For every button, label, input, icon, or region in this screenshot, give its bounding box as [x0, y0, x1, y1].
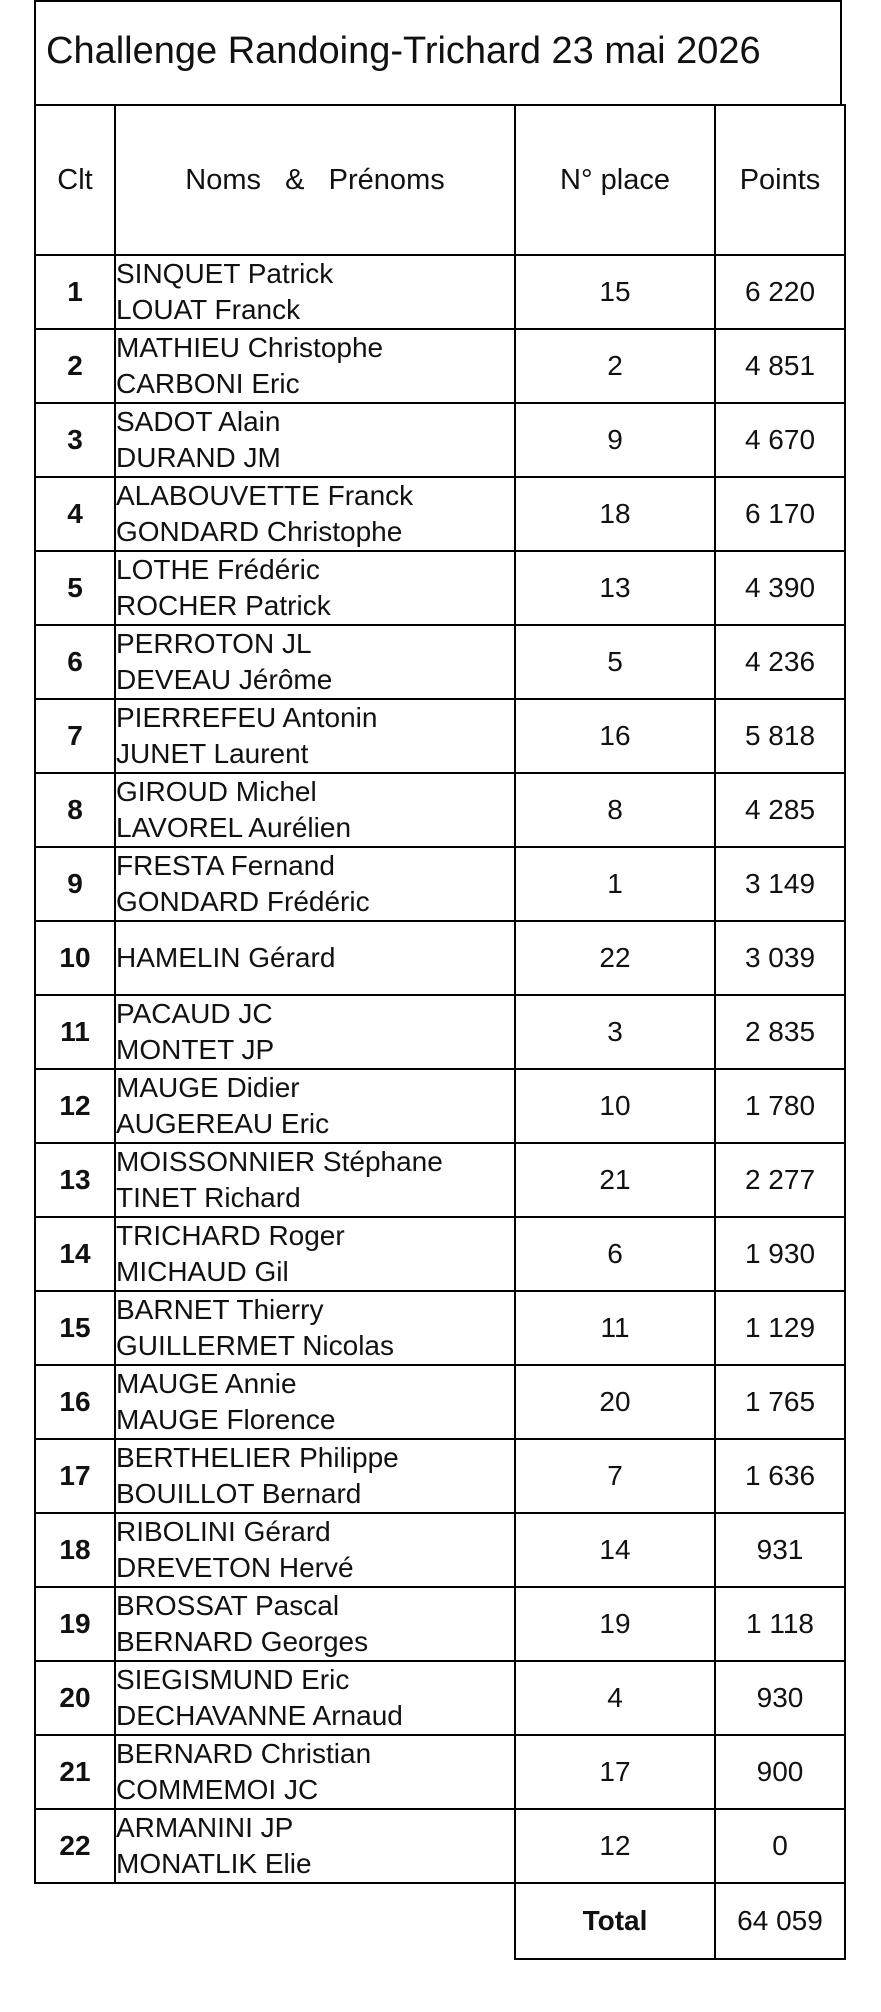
participant-name: AUGEREAU Eric: [116, 1108, 330, 1139]
place-cell: 10: [515, 1069, 715, 1143]
place-cell: 15: [515, 255, 715, 329]
participant-name: LOUAT Franck: [116, 294, 301, 325]
table-row: [35, 403, 845, 477]
header-points: Points: [715, 105, 845, 255]
participant-name: MAUGE Florence: [116, 1404, 336, 1435]
place-cell: 11: [515, 1291, 715, 1365]
names-cell: [115, 1513, 515, 1587]
participant-name: PIERREFEU Antonin: [116, 702, 378, 733]
rank-cell: 22: [35, 1809, 115, 1883]
points-cell: 1 636: [715, 1439, 845, 1513]
table-row: [35, 329, 845, 403]
rank-cell: 2: [35, 329, 115, 403]
names-cell: [115, 1735, 515, 1809]
participant-name: BARNET Thierry: [116, 1294, 324, 1325]
participant-name: MATHIEU Christophe: [116, 332, 384, 363]
place-cell: 3: [515, 995, 715, 1069]
participant-name: GONDARD Frédéric: [116, 886, 370, 917]
table-row: [35, 255, 845, 329]
header-place: N° place: [515, 105, 715, 255]
table-row: [35, 847, 845, 921]
rank-cell: 17: [35, 1439, 115, 1513]
points-cell: 6 220: [715, 255, 845, 329]
rank-cell: 4: [35, 477, 115, 551]
rank-cell: 18: [35, 1513, 115, 1587]
names-cell: [115, 477, 515, 551]
points-cell: 930: [715, 1661, 845, 1735]
points-cell: 1 780: [715, 1069, 845, 1143]
participant-name: MONATLIK Elie: [116, 1848, 312, 1879]
table-row: [35, 1069, 845, 1143]
rank-cell: 7: [35, 699, 115, 773]
participant-name: PERROTON JL: [116, 628, 312, 659]
participant-name: ARMANINI JP: [116, 1812, 294, 1843]
points-cell: 4 390: [715, 551, 845, 625]
participant-name: LAVOREL Aurélien: [116, 812, 352, 843]
points-cell: 4 851: [715, 329, 845, 403]
participant-name: SINQUET Patrick: [116, 258, 334, 289]
participant-name: DECHAVANNE Arnaud: [116, 1700, 403, 1731]
participant-name: MAUGE Didier: [116, 1072, 300, 1103]
place-cell: 21: [515, 1143, 715, 1217]
rank-cell: 14: [35, 1217, 115, 1291]
rank-cell: 19: [35, 1587, 115, 1661]
table-row: [35, 551, 845, 625]
rank-cell: 20: [35, 1661, 115, 1735]
place-cell: 2: [515, 329, 715, 403]
rank-cell: 16: [35, 1365, 115, 1439]
points-cell: 1 765: [715, 1365, 845, 1439]
table-row: [35, 1439, 845, 1513]
rank-cell: 5: [35, 551, 115, 625]
total-spacer: [35, 1883, 515, 1959]
rank-cell: 1: [35, 255, 115, 329]
names-cell: [115, 773, 515, 847]
table-row: [35, 1217, 845, 1291]
header-names: Noms & Prénoms: [115, 105, 515, 255]
place-cell: 5: [515, 625, 715, 699]
points-cell: 4 236: [715, 625, 845, 699]
place-cell: 14: [515, 1513, 715, 1587]
names-cell: [115, 1143, 515, 1217]
table-row: [35, 1143, 845, 1217]
table-row: [35, 1291, 845, 1365]
participant-name: BERNARD Christian: [116, 1738, 372, 1769]
rank-cell: 9: [35, 847, 115, 921]
place-cell: 13: [515, 551, 715, 625]
names-cell: [115, 329, 515, 403]
names-cell: [115, 625, 515, 699]
participant-name: MICHAUD Gil: [116, 1256, 289, 1287]
participant-name: DURAND JM: [116, 442, 281, 473]
place-cell: 18: [515, 477, 715, 551]
rank-cell: 10: [35, 921, 115, 995]
total-label: Total: [515, 1883, 715, 1959]
names-cell: [115, 847, 515, 921]
results-table: [34, 104, 846, 1960]
points-cell: 1 118: [715, 1587, 845, 1661]
points-cell: 2 277: [715, 1143, 845, 1217]
rank-cell: 13: [35, 1143, 115, 1217]
participant-name: LOTHE Frédéric: [116, 554, 320, 585]
points-cell: 2 835: [715, 995, 845, 1069]
place-cell: 19: [515, 1587, 715, 1661]
total-row: [35, 1883, 845, 1959]
header-clt: Clt: [35, 105, 115, 255]
page-title: Challenge Randoing-Trichard 23 mai 2026: [46, 30, 761, 72]
rank-cell: 15: [35, 1291, 115, 1365]
participant-name: MAUGE Annie: [116, 1368, 297, 1399]
participant-name: CARBONI Eric: [116, 368, 300, 399]
rank-cell: 6: [35, 625, 115, 699]
rank-cell: 21: [35, 1735, 115, 1809]
points-cell: 4 285: [715, 773, 845, 847]
participant-name: FRESTA Fernand: [116, 850, 335, 881]
participant-name: RIBOLINI Gérard: [116, 1516, 331, 1547]
rank-cell: 11: [35, 995, 115, 1069]
participant-name: TINET Richard: [116, 1182, 301, 1213]
participant-name: GONDARD Christophe: [116, 516, 403, 547]
header-row: [35, 105, 845, 255]
table-row: [35, 773, 845, 847]
points-cell: 1 930: [715, 1217, 845, 1291]
participant-name: MONTET JP: [116, 1034, 275, 1065]
table-row: [35, 1365, 845, 1439]
table-row: [35, 625, 845, 699]
points-cell: 3 149: [715, 847, 845, 921]
place-cell: 16: [515, 699, 715, 773]
table-row: [35, 1513, 845, 1587]
points-cell: 900: [715, 1735, 845, 1809]
names-cell: [115, 1217, 515, 1291]
participant-name: BERTHELIER Philippe: [116, 1442, 399, 1473]
table-row: [35, 1735, 845, 1809]
participant-name: HAMELIN Gérard: [116, 942, 336, 973]
place-cell: 8: [515, 773, 715, 847]
place-cell: 20: [515, 1365, 715, 1439]
names-cell: [115, 551, 515, 625]
place-cell: 7: [515, 1439, 715, 1513]
participant-name: SIEGISMUND Eric: [116, 1664, 350, 1695]
table-row: [35, 1587, 845, 1661]
points-cell: 6 170: [715, 477, 845, 551]
place-cell: 17: [515, 1735, 715, 1809]
names-cell: [115, 1809, 515, 1883]
participant-name: GUILLERMET Nicolas: [116, 1330, 395, 1361]
names-cell: [115, 403, 515, 477]
participant-name: BROSSAT Pascal: [116, 1590, 340, 1621]
rank-cell: 8: [35, 773, 115, 847]
names-cell: [115, 699, 515, 773]
points-cell: 5 818: [715, 699, 845, 773]
participant-name: DREVETON Hervé: [116, 1552, 354, 1583]
participant-name: ROCHER Patrick: [116, 590, 331, 621]
participant-name: GIROUD Michel: [116, 776, 317, 807]
participant-name: DEVEAU Jérôme: [116, 664, 333, 695]
names-cell: [115, 995, 515, 1069]
participant-name: BERNARD Georges: [116, 1626, 369, 1657]
participant-name: SADOT Alain: [116, 406, 281, 437]
participant-name: JUNET Laurent: [116, 738, 309, 769]
names-cell: [115, 921, 515, 995]
table-row: [35, 1661, 845, 1735]
place-cell: 12: [515, 1809, 715, 1883]
table-row: [35, 1809, 845, 1883]
names-cell: [115, 1661, 515, 1735]
place-cell: 22: [515, 921, 715, 995]
points-cell: 1 129: [715, 1291, 845, 1365]
table-row: [35, 995, 845, 1069]
points-cell: 4 670: [715, 403, 845, 477]
rank-cell: 12: [35, 1069, 115, 1143]
table-row: [35, 921, 845, 995]
place-cell: 6: [515, 1217, 715, 1291]
total-value: 64 059: [715, 1883, 845, 1959]
points-cell: 931: [715, 1513, 845, 1587]
participant-name: BOUILLOT Bernard: [116, 1478, 362, 1509]
place-cell: 4: [515, 1661, 715, 1735]
names-cell: [115, 1587, 515, 1661]
participant-name: TRICHARD Roger: [116, 1220, 345, 1251]
names-cell: [115, 1365, 515, 1439]
participant-name: MOISSONNIER Stéphane: [116, 1146, 443, 1177]
names-cell: [115, 255, 515, 329]
names-cell: [115, 1439, 515, 1513]
participant-name: COMMEMOI JC: [116, 1774, 319, 1805]
points-cell: 3 039: [715, 921, 845, 995]
points-cell: 0: [715, 1809, 845, 1883]
title-box: [34, 0, 842, 104]
rank-cell: 3: [35, 403, 115, 477]
participant-name: ALABOUVETTE Franck: [116, 480, 414, 511]
table-row: [35, 699, 845, 773]
participant-name: PACAUD JC: [116, 998, 273, 1029]
names-cell: [115, 1291, 515, 1365]
place-cell: 9: [515, 403, 715, 477]
place-cell: 1: [515, 847, 715, 921]
names-cell: [115, 1069, 515, 1143]
table-row: [35, 477, 845, 551]
